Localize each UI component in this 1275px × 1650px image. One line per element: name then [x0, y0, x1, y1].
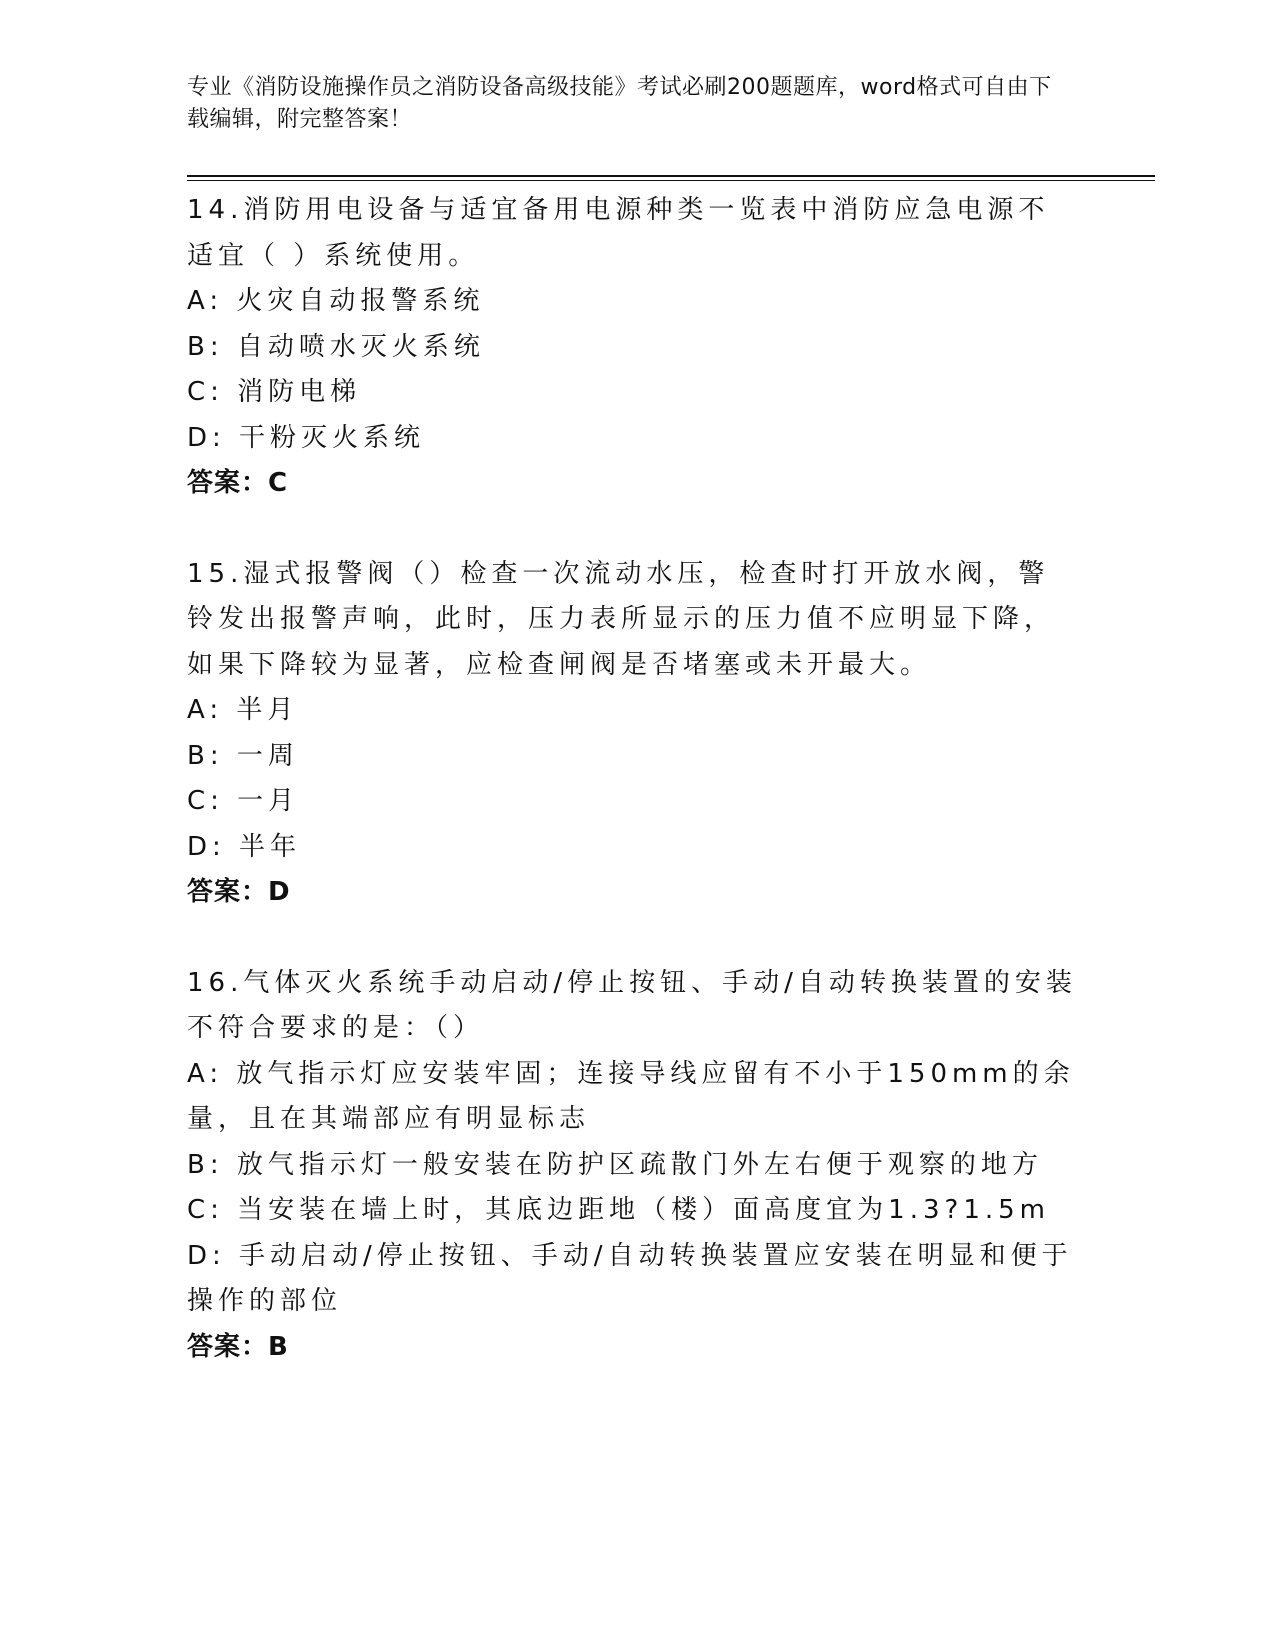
header-divider-thin — [187, 180, 1155, 181]
option-b: B: 一周 — [187, 740, 299, 771]
answer-label: 答案：B — [187, 1331, 289, 1362]
option-d: D: 半年 — [187, 831, 302, 862]
question-stem: 14.消防用电设备与适宜备用电源种类一览表中消防应急电源不适宜（ ）系统使用。 — [187, 195, 1050, 271]
document-header: 专业《消防设施操作员之消防设备高级技能》考试必刷200题题库，word格式可自由下载编辑，附完整答案！ — [187, 75, 1052, 132]
option-d: D: 手动启动/停止按钮、手动/自动转换装置应安装在明显和便于操作的部位 — [187, 1240, 1073, 1316]
option-a: A: 半月 — [187, 695, 299, 725]
header-divider — [187, 175, 1155, 177]
option-d: D: 干粉灭火系统 — [187, 422, 426, 453]
question-14 — [187, 188, 1077, 507]
option-c: C: 消防电梯 — [187, 377, 362, 407]
option-c: C: 一月 — [187, 786, 300, 816]
option-a: A: 放气指示灯应安装牢固；连接导线应留有不小于150mm的余量，且在其端部应有明显标志 — [187, 1058, 1075, 1134]
answer-label: 答案：C — [187, 468, 289, 498]
question-stem: 16.气体灭火系统手动启动/停止按钮、手动/自动转换装置的安装不符合要求的是：（） — [187, 967, 1077, 1043]
option-b: B: 自动喷水灭火系统 — [187, 331, 485, 362]
option-b: B: 放气指示灯一般安装在防护区疏散门外左右便于观察的地方 — [187, 1149, 1043, 1180]
option-c: C: 当安装在墙上时，其底边距地（楼）面高度宜为1.3?1.5m — [187, 1195, 1051, 1225]
question-15 — [187, 552, 1077, 916]
answer-label: 答案：D — [187, 877, 291, 907]
question-stem: 15.湿式报警阀（）检查一次流动水压，检查时打开放水阀，警铃发出报警声响，此时，压力表所显示的压力值不应明显下降，如果下降较为显著，应检查闸阀是否堵塞或未开最大。 — [187, 558, 1056, 680]
question-16 — [187, 961, 1077, 1371]
option-a: A: 火灾自动报警系统 — [187, 286, 485, 316]
question-list — [187, 188, 1077, 1415]
